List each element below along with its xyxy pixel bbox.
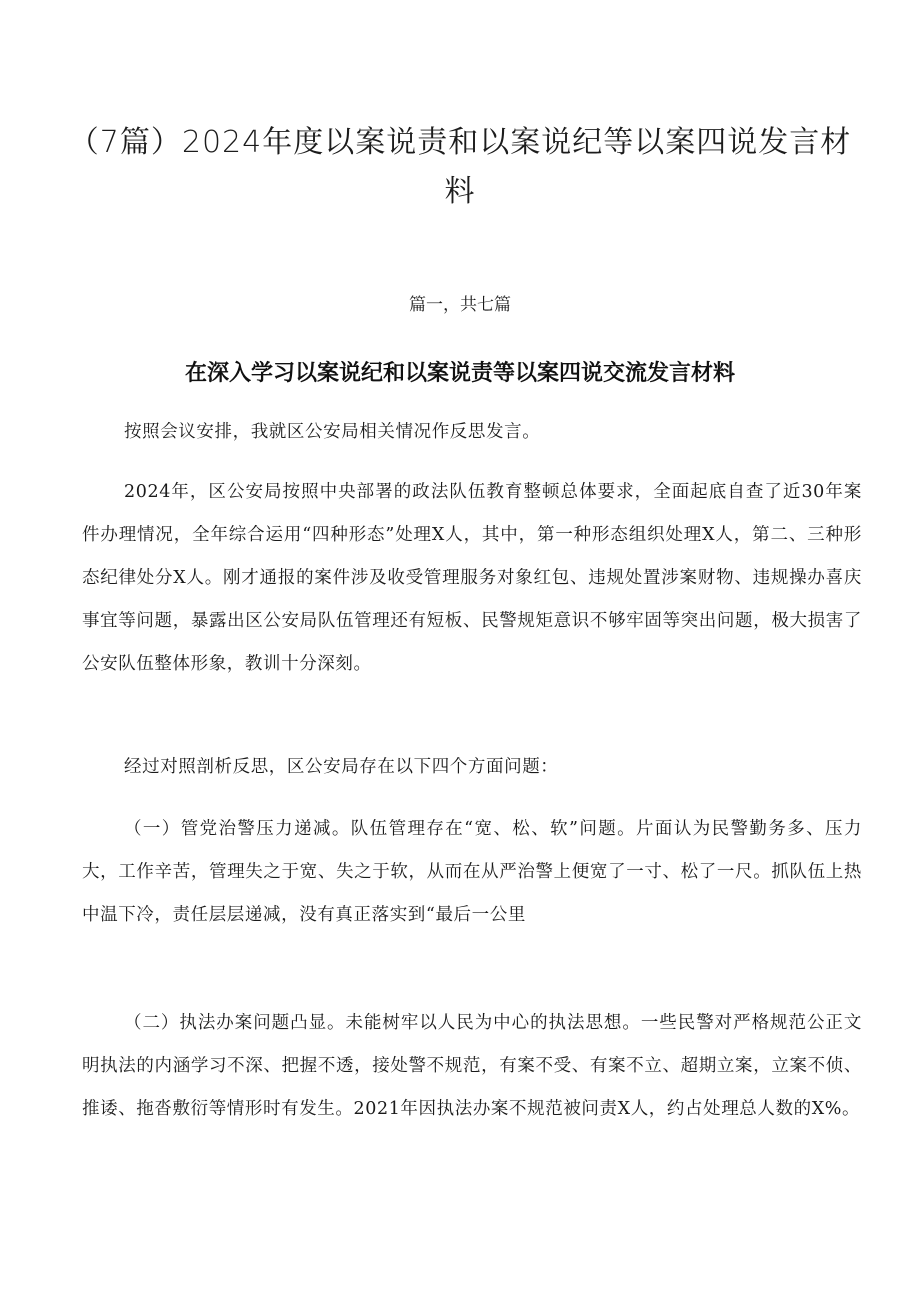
paragraph-problem-two: （二）执法办案问题凸显。未能树牢以人民为中心的执法思想。一些民警对严格规范公正文明执法的内涵学习不深、把握不透，接处警不规范，有案不受、有案不立、超期立案，立案不侦、推诿、拖沓敷衍等情形时有发生。2021年因执法办案不规范被问责X人，约占处理总人数的X%。 bbox=[82, 1013, 862, 1119]
paragraph-intro: 按照会议安排，我就区公安局相关情况作反思发言。 bbox=[124, 422, 541, 442]
article-subtitle: 在深入学习以案说纪和以案说责等以案四说交流发言材料 bbox=[184, 361, 735, 386]
part-label: 篇一，共七篇 bbox=[409, 295, 511, 315]
paragraph-problems-lead: 经过对照剖析反思，区公安局存在以下四个方面问题： bbox=[124, 757, 559, 777]
paragraph-overview: 2024年，区公安局按照中央部署的政法队伍教育整顿总体要求，全面起底自查了近30年案件办理情况，全年综合运用“四种形态”处理X人，其中，第一种形态组织处理X人，第二、三种形态纪律处分X人。刚才通报的案件涉及收受管理服务对象红包、违规处置涉案财物、违规操办喜庆事宜等问题，暴露出区公安局队伍管理还有短板、民警规矩意识不够牢固等突出问题，极大损害了公安队伍整体形象，教训十分深刻。 bbox=[82, 482, 862, 674]
paragraph-problem-one: （一）管党治警压力递减。队伍管理存在“宽、松、软”问题。片面认为民警勤务多、压力大，工作辛苦，管理失之于宽、失之于软，从而在从严治警上便宽了一寸、松了一尺。抓队伍上热中温下冷，责任层层递减，没有真正落实到“最后一公里 bbox=[82, 819, 862, 925]
document-title: （7篇）2024年度以案说责和以案说纪等以案四说发言材料 bbox=[68, 125, 852, 209]
